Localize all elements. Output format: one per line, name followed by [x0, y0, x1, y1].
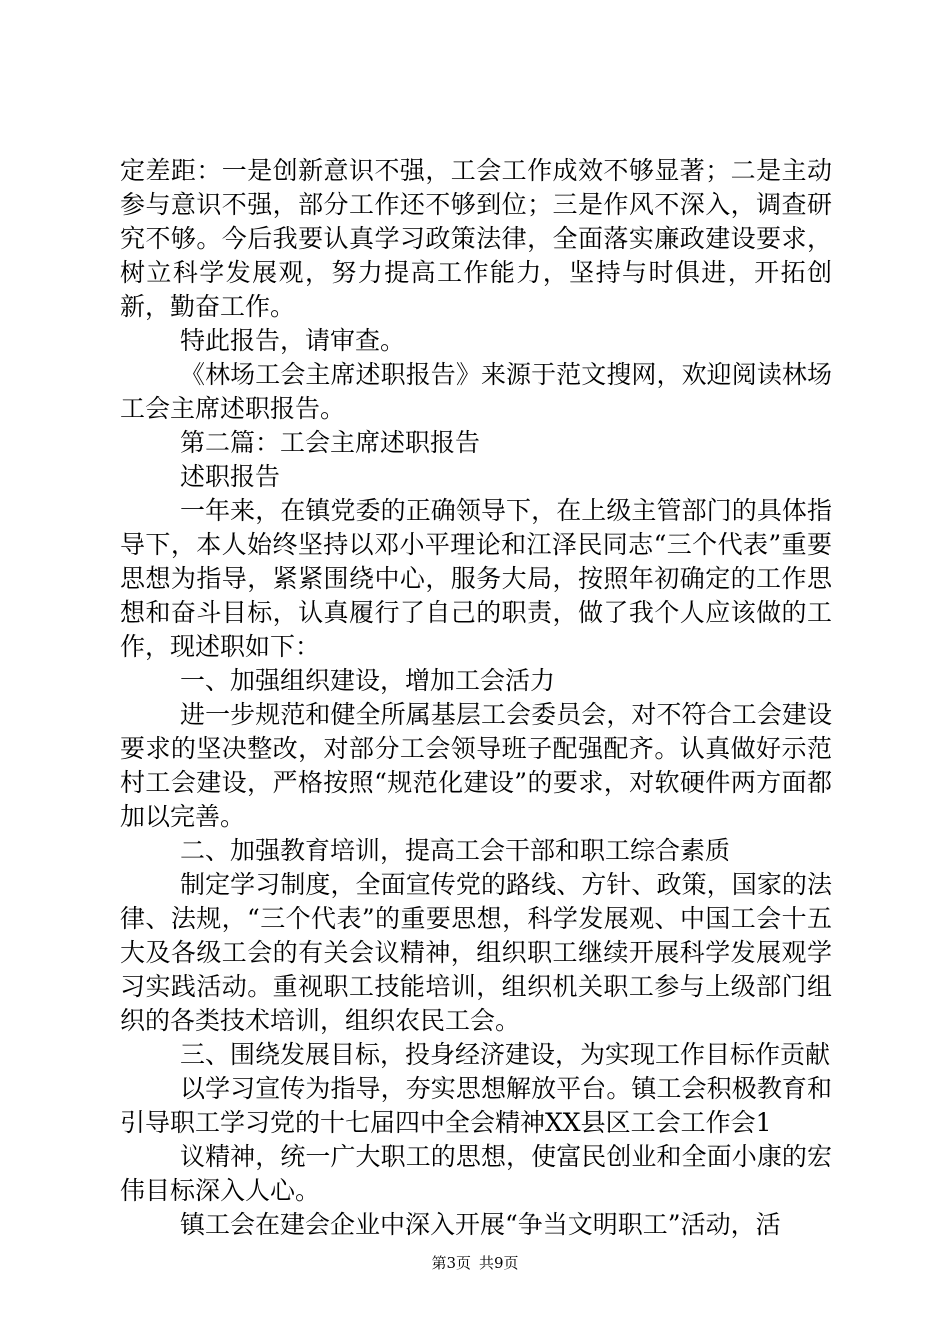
paragraph: 镇工会在建会企业中深入开展“争当文明职工”活动，活	[180, 1210, 781, 1239]
paragraph: 进一步规范和健全所属基层工会委员会，对不符合工会建设要求的坚决整改，对部分工会领导班子配强配齐。认真做好示范村工会建设，严格按照“规范化建设”的要求，对软硬件两方面都加以完善。	[120, 700, 832, 831]
paragraph: 以学习宣传为指导，夯实思想解放平台。镇工会积极教育和引导职工学习党的十七届四中全会精神XX县区工会工作会1	[120, 1074, 832, 1137]
paragraph: 述职报告	[180, 462, 281, 491]
paragraph: 定差距：一是创新意识不强，工会工作成效不够显著；二是主动参与意识不强，部分工作还不够到位；三是作风不深入，调查研究不够。今后我要认真学习政策法律，全面落实廉政建设要求，树立科学发展观，努力提高工作能力，坚持与时俱进，开拓创新，勤奋工作。	[120, 156, 832, 321]
paragraph: 二、加强教育培训，提高工会干部和职工综合素质	[180, 836, 731, 865]
page-number: 第3页	[431, 1254, 471, 1272]
paragraph: 一、加强组织建设，增加工会活力	[180, 666, 556, 695]
paragraph: 《林场工会主席述职报告》来源于范文搜网，欢迎阅读林场工会主席述职报告。	[120, 360, 832, 423]
paragraph: 制定学习制度，全面宣传党的路线、方针、政策，国家的法律、法规，“三个代表”的重要思想，科学发展观、中国工会十五大及各级工会的有关会议精神，组织职工继续开展科学发展观学习实践活动。重视职工技能培训，组织机关职工参与上级部门组织的各类技术培训，组织农民工会。	[120, 870, 832, 1035]
page-total: 共9页	[479, 1254, 519, 1272]
document-body	[120, 154, 832, 1242]
paragraph: 议精神，统一广大职工的思想，使富民创业和全面小康的宏伟目标深入人心。	[120, 1142, 832, 1205]
paragraph: 三、围绕发展目标，投身经济建设，为实现工作目标作贡献	[180, 1040, 831, 1069]
paragraph: 特此报告，请审查。	[180, 326, 406, 355]
paragraph: 第二篇：工会主席述职报告	[180, 428, 481, 457]
paragraph: 一年来，在镇党委的正确领导下，在上级主管部门的具体指导下，本人始终坚持以邓小平理论和江泽民同志“三个代表”重要思想为指导，紧紧围绕中心，服务大局，按照年初确定的工作思想和奋斗目标，认真履行了自己的职责，做了我个人应该做的工作，现述职如下：	[120, 496, 832, 661]
page-footer	[0, 1253, 950, 1273]
